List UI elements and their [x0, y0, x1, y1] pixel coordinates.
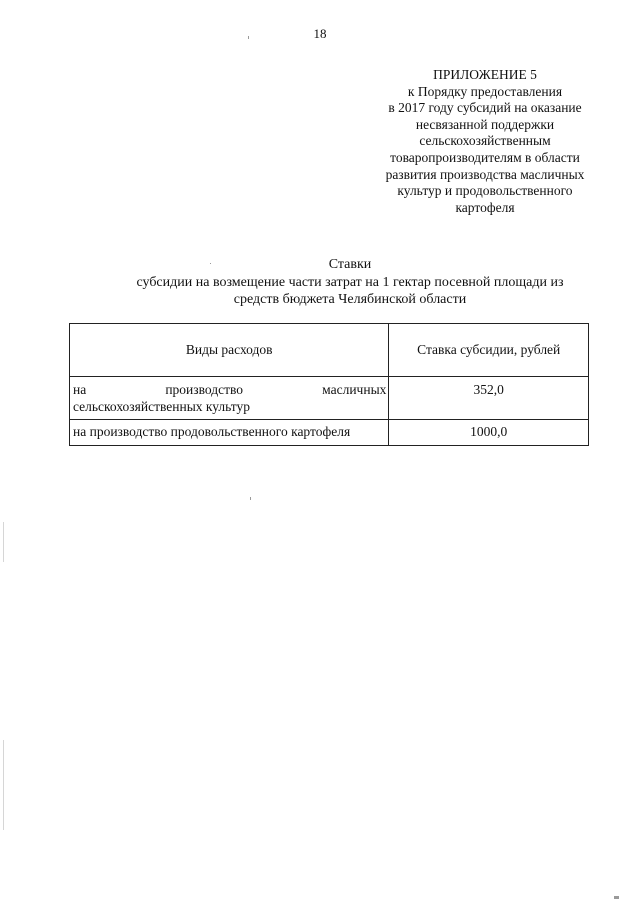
- appendix-line: несвязанной поддержки: [415, 116, 555, 132]
- appendix-line: картофеля: [455, 199, 515, 215]
- expense-type-cell: на производство продовольственного картофеля: [70, 420, 389, 446]
- appendix-line: развития производства масличных: [385, 166, 585, 182]
- subsidy-rate-cell: 352,0: [389, 377, 589, 420]
- column-header-subsidy-rate: Ставка субсидии, рублей: [389, 324, 589, 377]
- appendix-line: в 2017 году субсидий на оказание: [388, 100, 582, 116]
- word: масличных: [322, 382, 387, 397]
- word: производство: [165, 382, 244, 397]
- scan-speck: [248, 36, 249, 39]
- scan-speck: [3, 522, 4, 562]
- scan-speck: [210, 263, 211, 264]
- heading-title: Ставки: [328, 257, 372, 272]
- expense-type-line: сельскохозяйственных культур: [73, 398, 251, 414]
- page-number: 18: [313, 26, 327, 41]
- scan-speck: [3, 740, 4, 830]
- appendix-line: сельскохозяйственным: [419, 133, 551, 149]
- heading-line: средств бюджета Челябинской области: [233, 292, 467, 307]
- appendix-block: [360, 67, 610, 216]
- scan-speck: [614, 896, 619, 899]
- expense-type-line: [73, 382, 386, 399]
- appendix-line: культур и продовольственного: [397, 183, 573, 199]
- scan-speck: [250, 497, 251, 500]
- expense-type-cell: [70, 377, 389, 420]
- table-header-row: [70, 324, 589, 377]
- subsidy-rate-cell: 1000,0: [389, 420, 589, 446]
- appendix-line: товаропроизводителям в области: [390, 149, 580, 165]
- word: на: [73, 382, 87, 397]
- table-row: [70, 420, 589, 446]
- document-heading: [60, 256, 640, 309]
- appendix-line: к Порядку предоставления: [407, 83, 563, 99]
- heading-line: субсидии на возмещение части затрат на 1 гектар посевной площади из: [136, 274, 564, 290]
- appendix-title: ПРИЛОЖЕНИЕ 5: [433, 67, 537, 82]
- column-header-expense-type: Виды расходов: [70, 324, 389, 377]
- table-row: [70, 377, 589, 420]
- subsidy-rates-table: [69, 323, 589, 446]
